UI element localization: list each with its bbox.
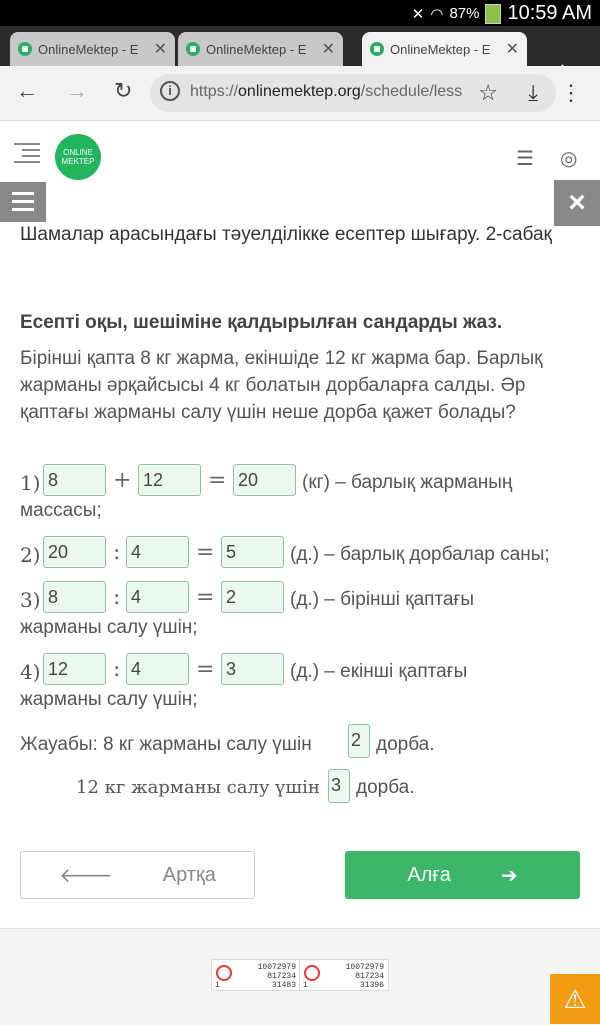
row-description-cont: жарманы салу үшін; <box>20 689 198 710</box>
forward-arrow-icon[interactable]: → <box>66 78 88 103</box>
row-description: (д.) – бірінші қаптағы <box>290 589 475 610</box>
back-button[interactable] <box>20 851 255 899</box>
tab-strip <box>0 26 600 66</box>
answer-input[interactable]: 12 <box>43 653 106 685</box>
tab-title: OnlineMektep - E <box>390 41 491 57</box>
close-tab-icon[interactable]: ✕ <box>321 41 335 58</box>
sidebar-toggle-icon[interactable] <box>14 143 40 163</box>
answer-input[interactable]: 2 <box>348 724 370 758</box>
answer-input[interactable]: 12 <box>138 464 201 496</box>
browser-tab-active[interactable] <box>362 32 527 66</box>
answer-input[interactable]: 20 <box>43 536 106 568</box>
row-index: 4) <box>20 660 41 684</box>
row-index: 3) <box>20 588 41 612</box>
equals-sign: = <box>196 540 215 565</box>
clock: 10:59 AM <box>507 2 592 24</box>
counter-value: 31396 <box>359 981 384 990</box>
arrow-left-icon: 🡐 <box>59 864 113 887</box>
favicon-icon <box>370 42 384 56</box>
counter-logo-icon <box>216 965 232 981</box>
counter-value: 1 <box>303 981 308 990</box>
next-button[interactable] <box>345 851 580 899</box>
close-tab-icon[interactable]: ✕ <box>153 41 167 58</box>
operator: + <box>113 468 132 493</box>
more-menu-icon[interactable]: ⋮ <box>560 80 582 105</box>
back-button-label: Артқа <box>162 863 216 886</box>
warning-icon[interactable]: ⚠ <box>550 974 600 1024</box>
url-text[interactable]: https://onlinemektep.org/schedule/less <box>190 83 463 100</box>
favicon-icon <box>186 42 200 56</box>
close-tab-icon[interactable]: ✕ <box>505 41 519 58</box>
next-button-label: Алға <box>407 863 451 886</box>
row-description-cont: массасы; <box>20 500 102 521</box>
wifi-icon: ◠ <box>430 5 444 23</box>
counter-value: 817234 <box>267 972 296 981</box>
counter-value: 817234 <box>355 972 384 981</box>
answer-input[interactable]: 3 <box>328 769 350 803</box>
tab-title: OnlineMektep - E <box>206 41 307 57</box>
close-icon[interactable]: × <box>554 180 600 226</box>
address-bar[interactable] <box>150 74 556 112</box>
counter-value: 31483 <box>271 981 296 990</box>
info-icon[interactable]: i <box>160 81 180 101</box>
menu-tab-icon[interactable] <box>0 182 46 222</box>
counter-logo-icon <box>304 965 320 981</box>
mute-icon: ✕ <box>411 5 425 23</box>
battery-icon <box>485 4 501 24</box>
visitor-counter[interactable] <box>211 959 301 991</box>
list-icon[interactable]: ☰ <box>516 148 534 170</box>
row-description: (д.) – барлық дорбалар саны; <box>290 544 550 565</box>
row-description: (кг) – барлық жарманың <box>302 472 513 493</box>
equals-sign: = <box>196 585 215 610</box>
task-instruction: Есепті оқы, шешіміне қалдырылған сандарды жаз. <box>20 312 503 333</box>
bookmark-star-icon[interactable]: ☆ <box>478 80 498 105</box>
answer-input[interactable]: 20 <box>233 464 296 496</box>
favicon-icon <box>18 42 32 56</box>
browser-tab[interactable] <box>10 32 175 66</box>
row-index: 1) <box>20 471 41 495</box>
visitor-counter[interactable] <box>299 959 389 991</box>
row-description-cont: жарманы салу үшін; <box>20 617 198 638</box>
globe-icon[interactable]: ◎ <box>560 148 578 170</box>
answer-input[interactable]: 2 <box>221 581 284 613</box>
answer-unit: дорба. <box>376 734 435 755</box>
equals-sign: = <box>196 657 215 682</box>
browser-tab[interactable] <box>178 32 343 66</box>
answer-text: Жауабы: 8 кг жарманы салу үшін <box>20 734 312 755</box>
row-index: 2) <box>20 543 41 567</box>
answer-input[interactable]: 4 <box>126 653 189 685</box>
battery-level: 87% <box>449 5 480 22</box>
operator: : <box>113 540 121 565</box>
operator: : <box>113 657 121 682</box>
answer-input[interactable]: 8 <box>43 581 106 613</box>
back-arrow-icon[interactable]: ← <box>16 78 38 103</box>
logo[interactable]: ONLINE MEKTEP <box>55 134 101 180</box>
site-header <box>0 121 600 191</box>
footer <box>0 928 600 1025</box>
arrow-right-icon: ➔ <box>500 864 518 887</box>
answer-unit: дорба. <box>356 777 415 798</box>
equals-sign: = <box>208 468 227 493</box>
problem-text: Бірінші қапта 8 кг жарма, екіншіде 12 кг жарма бар. Барлық жарманы әрқайсысы 4 кг болатын дорбаларға салды. Әр қаптағы жарманы салу үшін неше дорба қажет болады? <box>20 348 543 423</box>
tab-title: OnlineMektep - E <box>38 41 139 57</box>
counter-value: 10072979 <box>257 963 296 972</box>
status-bar <box>0 0 600 26</box>
answer-input[interactable]: 3 <box>221 653 284 685</box>
counter-value: 10072979 <box>345 963 384 972</box>
row-description: (д.) – екінші қаптағы <box>290 661 468 682</box>
answer-input[interactable]: 4 <box>126 536 189 568</box>
answer-input[interactable]: 5 <box>221 536 284 568</box>
answer-input[interactable]: 4 <box>126 581 189 613</box>
answer-text: 12 кг жарманы салу үшін <box>76 777 320 798</box>
reload-icon[interactable]: ↻ <box>114 78 133 103</box>
lesson-title: Шамалар арасындағы тәуелділікке есептер шығару. 2-сабақ <box>20 224 552 245</box>
answer-input[interactable]: 8 <box>43 464 106 496</box>
download-icon[interactable]: ⤓ <box>528 80 538 105</box>
counter-value: 1 <box>215 981 220 990</box>
toolbar <box>0 66 600 121</box>
operator: : <box>113 585 121 610</box>
